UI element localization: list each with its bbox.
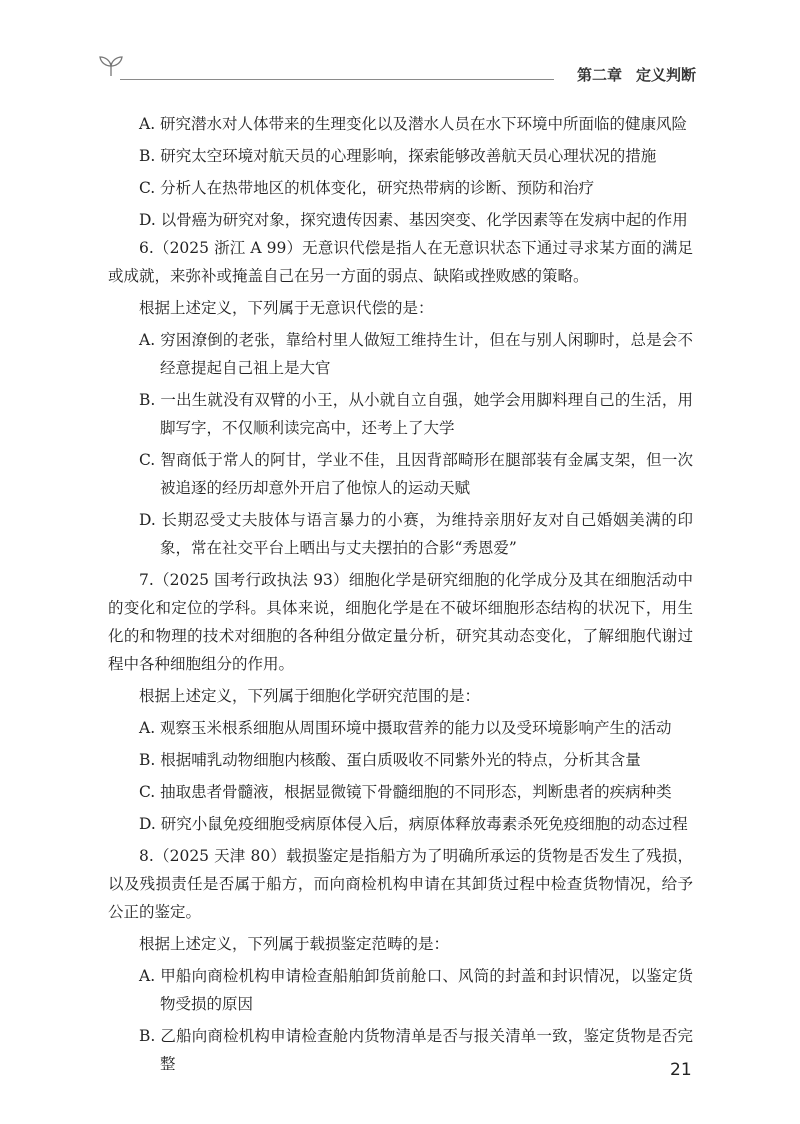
page-body xyxy=(108,110,693,1078)
option-a: A. 研究潜水对人体带来的生理变化以及潜水人员在水下环境中所面临的健康风险 xyxy=(139,115,688,133)
option-b: B. 一出生就没有双臂的小王，从小就自立自强，她学会用脚料理自己的生活，用脚写字，不仅顺利读完高中，还考上了大学 xyxy=(139,391,693,437)
option-a: A. 穷困潦倒的老张，靠给村里人做短工维持生计，但在与别人闲聊时，总是会不经意提起自己祖上是大官 xyxy=(139,331,693,377)
question-prompt: 根据上述定义，下列属于载损鉴定范畴的是： xyxy=(139,935,450,953)
option-d: D. 以骨癌为研究对象，探究遗传因素、基因突变、化学因素等在发病中起的作用 xyxy=(139,211,688,229)
chapter-heading xyxy=(577,64,696,85)
option-c: C. 分析人在热带地区的机体变化，研究热带病的诊断、预防和治疗 xyxy=(139,179,595,197)
option-a: A. 观察玉米根系细胞从周围环境中摄取营养的能力以及受环境影响产生的活动 xyxy=(139,719,672,737)
option-d: D. 长期忍受丈夫肢体与语言暴力的小赛，为维持亲朋好友对自己婚姻美满的印象，常在社交平台上晒出与丈夫摆拍的合影“秀恩爱” xyxy=(139,511,693,557)
option-b: B. 乙船向商检机构申请检查舱内货物清单是否与报关清单一致，鉴定货物是否完整 xyxy=(139,1027,693,1073)
sprout-icon xyxy=(98,54,124,78)
option-d: D. 研究小鼠免疫细胞受病原体侵入后，病原体释放毒素杀死免疫细胞的动态过程 xyxy=(139,815,688,833)
question-8 xyxy=(108,842,693,1078)
chapter-title: 定义判断 xyxy=(635,66,696,84)
previous-question-options xyxy=(108,110,693,234)
question-stem: 6.（2025 浙江 A 99）无意识代偿是指人在无意识状态下通过寻求某方面的满足或成就，来弥补或掩盖自己在另一方面的弱点、缺陷或挫败感的策略。 xyxy=(108,239,693,285)
question-prompt: 根据上述定义，下列属于无意识代偿的是： xyxy=(139,299,434,317)
option-a: A. 甲船向商检机构申请检查船舶卸货前舱口、风筒的封盖和封识情况，以鉴定货物受损的原因 xyxy=(139,967,693,1013)
option-b: B. 研究太空环境对航天员的心理影响，探索能够改善航天员心理状况的措施 xyxy=(139,147,657,165)
running-header xyxy=(98,52,698,92)
option-b: B. 根据哺乳动物细胞内核酸、蛋白质吸收不同紫外光的特点，分析其含量 xyxy=(139,751,641,769)
chapter-number: 第二章 xyxy=(576,66,622,84)
option-c: C. 智商低于常人的阿甘，学业不佳，且因背部畸形在腿部装有金属支架，但一次被追逐的经历却意外开启了他惊人的运动天赋 xyxy=(139,451,693,497)
question-stem: 7.（2025 国考行政执法 93）细胞化学是研究细胞的化学成分及其在细胞活动中的变化和定位的学科。具体来说，细胞化学是在不破坏细胞形态结构的状况下，用生化的和物理的技术对细胞的各种组分做定量分析，研究其动态变化，了解细胞代谢过程中各种细胞组分的作用。 xyxy=(108,571,693,673)
question-stem: 8.（2025 天津 80）载损鉴定是指船方为了明确所承运的货物是否发生了残损，以及残损责任是否属于船方，而向商检机构申请在其卸货过程中检查货物情况，给予公正的鉴定。 xyxy=(108,847,693,921)
question-6 xyxy=(108,234,693,562)
option-c: C. 抽取患者骨髓液，根据显微镜下骨髓细胞的不同形态，判断患者的疾病种类 xyxy=(139,783,672,801)
header-rule xyxy=(120,79,554,80)
question-7 xyxy=(108,566,693,838)
page-number: 21 xyxy=(670,1060,692,1080)
question-prompt: 根据上述定义，下列属于细胞化学研究范围的是： xyxy=(139,687,481,705)
